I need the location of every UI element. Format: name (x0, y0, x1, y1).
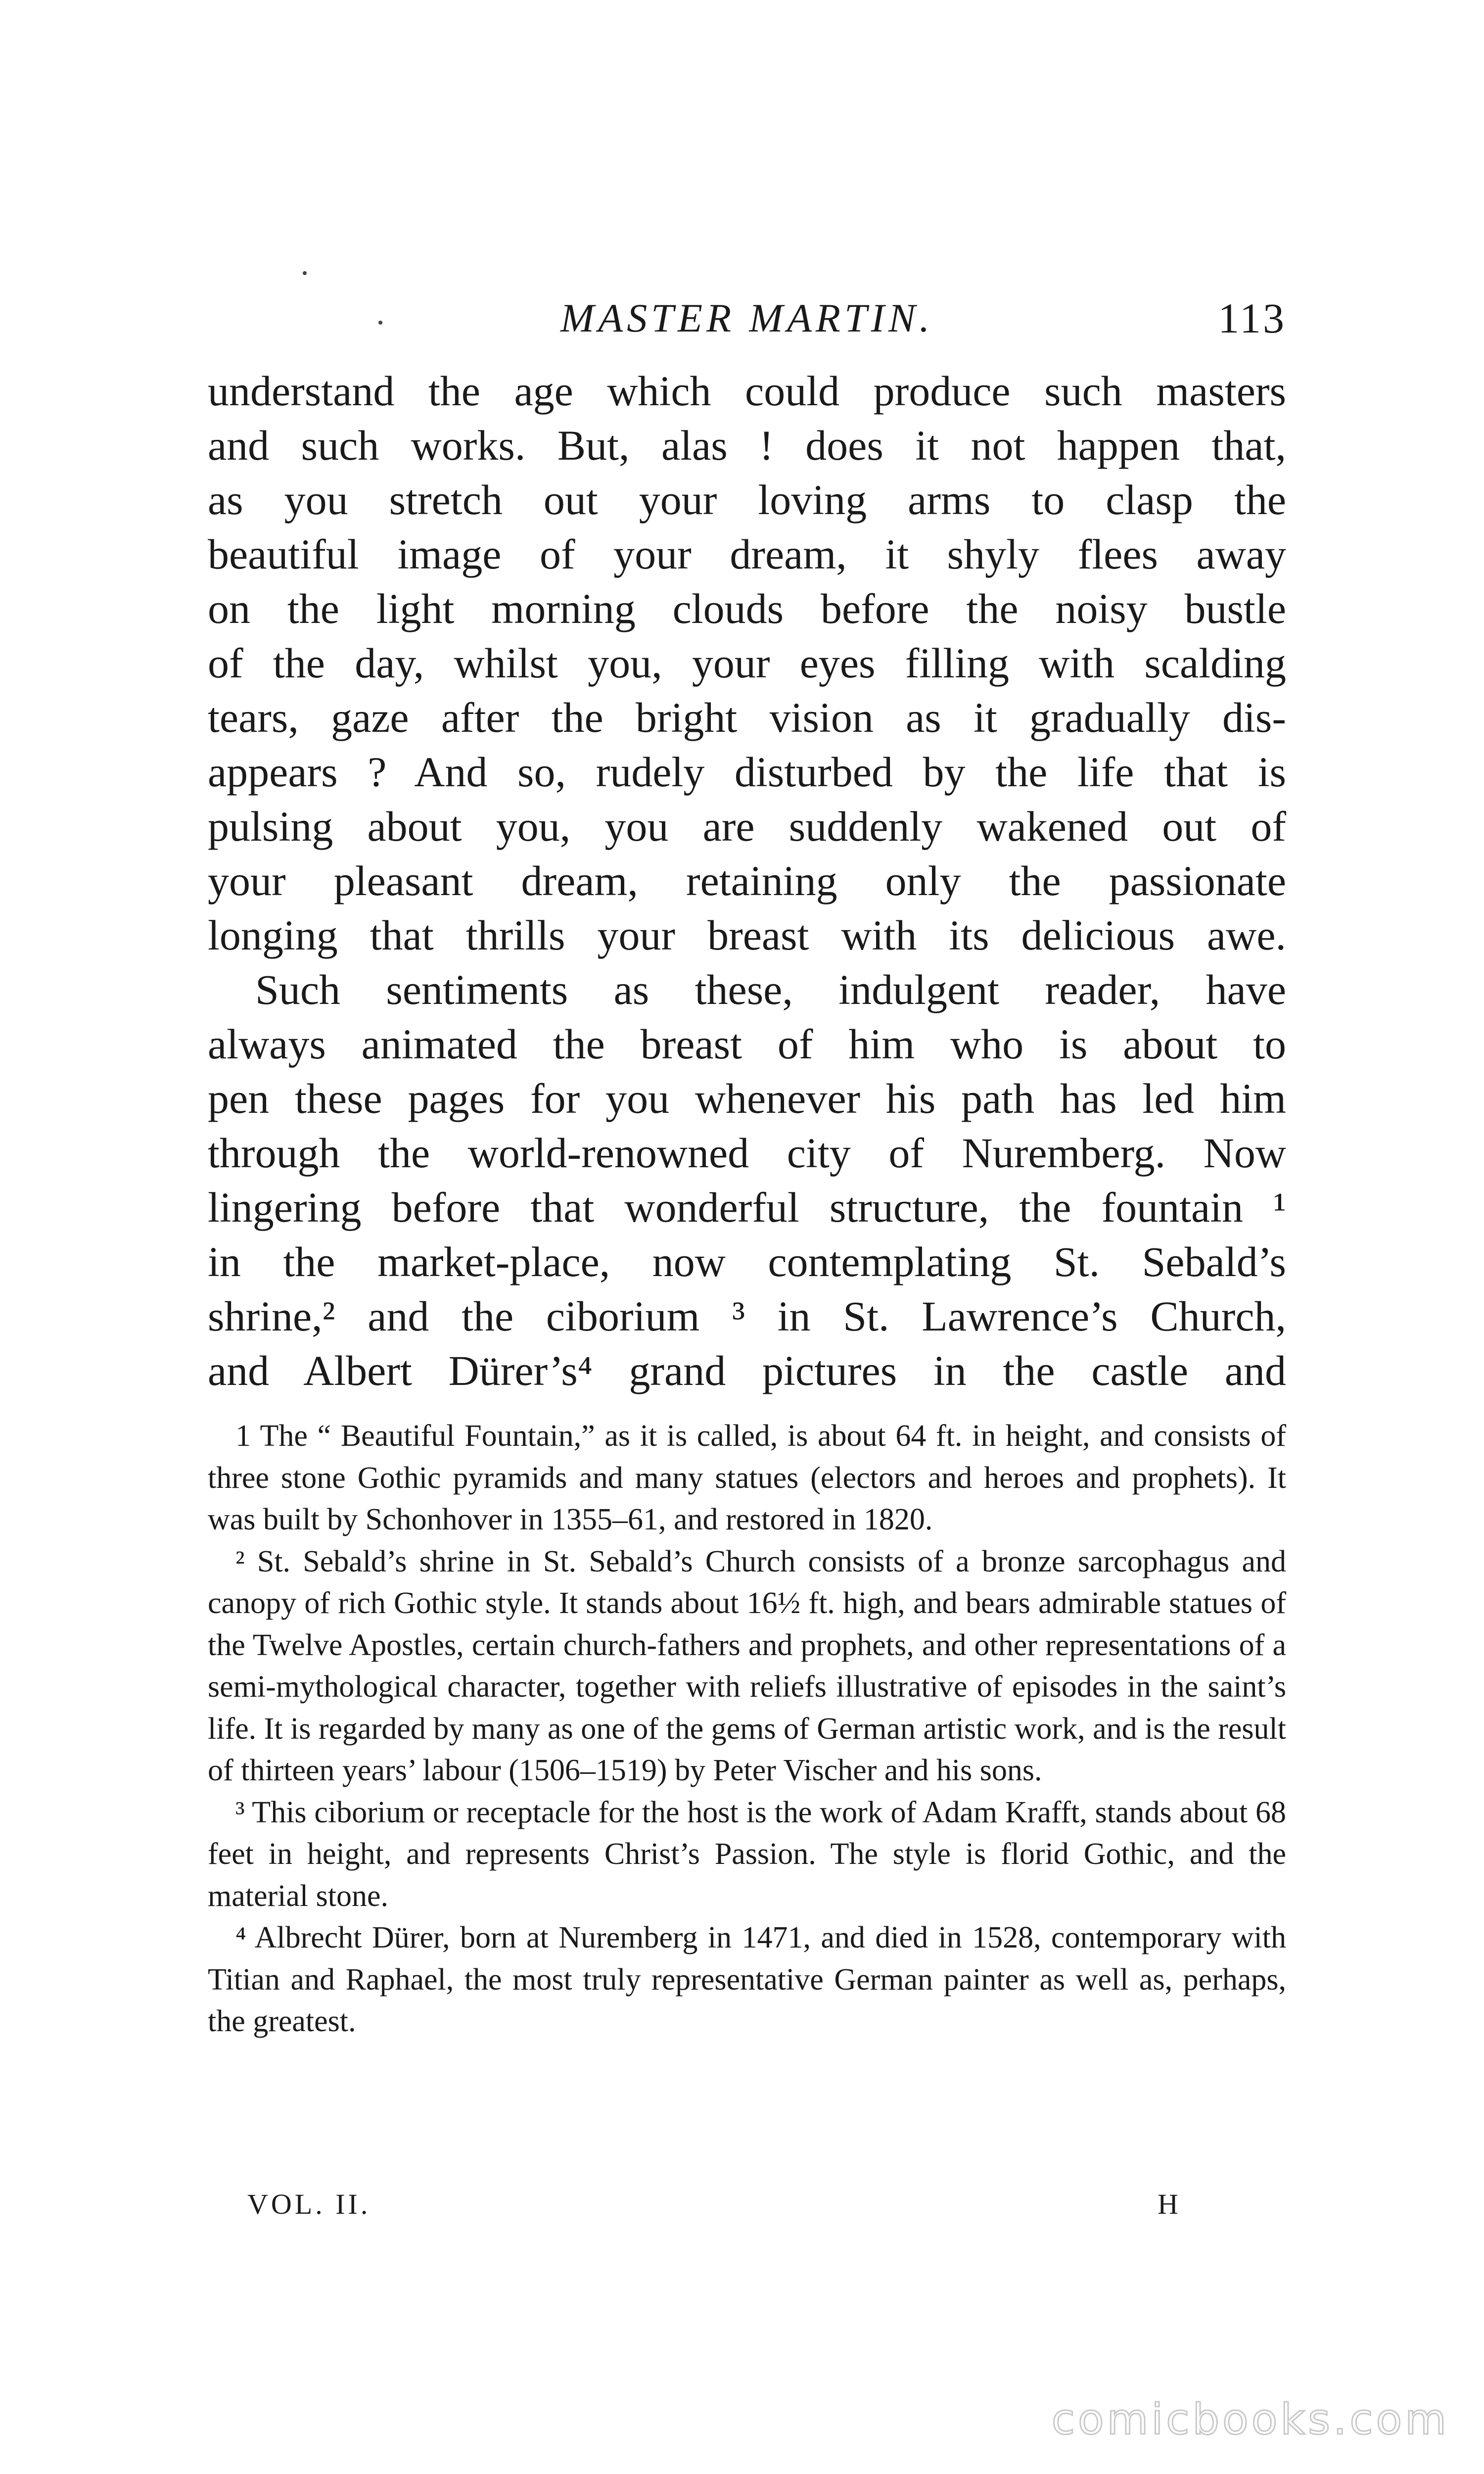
gathering-mark: H (1158, 2188, 1178, 2220)
body-line: lingering before that wonderful structure, the fountain ¹ (208, 1184, 1286, 1231)
body-line: understand the age which could produce such masters (208, 367, 1286, 415)
body-line: through the world-renowned city of Nuremberg. Now (208, 1129, 1286, 1177)
watermark: comicbooks.com (1051, 2395, 1449, 2444)
footnote-2: ² St. Sebald’s shrine in St. Sebald’s Church consists of a bronze sarcophagus and canopy of rich Gothic style. It stands about 16½ ft. high, and bears admirable statues of the Twelve Apostles, certain church-fathers and prophets, and other representations of a semi-mythological character, together with reliefs illustrative of episodes in the saint’s life. It is regarded by many as one of the gems of German artistic work, and is the result of thirteen years’ labour (1506–1519) by Peter Vischer and his sons. (208, 1544, 1286, 1787)
footnote-4: ⁴ Albrecht Dürer, born at Nuremberg in 1471, and died in 1528, contemporary with Titian and Raphael, the most truly representative German painter as well as, perhaps, the greatest. (208, 1921, 1286, 2038)
body-line: always animated the breast of him who is about to (208, 1020, 1286, 1068)
body-line: Such sentiments as these, indulgent reader, have (255, 966, 1286, 1013)
footnote-3: ³ This ciborium or receptacle for the host is the work of Adam Krafft, stands about 68 feet in height, and represents Christ’s Passion. The style is florid Gothic, and the material stone. (208, 1795, 1286, 1913)
body-line: in the market-place, now contemplating St. Sebald’s (208, 1238, 1286, 1285)
body-line: tears, gaze after the bright vision as it gradually dis- (208, 694, 1286, 741)
body-line: shrine,² and the ciborium ³ in St. Lawrence’s Church, (208, 1292, 1286, 1340)
body-line: your pleasant dream, retaining only the passionate (208, 857, 1286, 904)
body-line: and Albert Dürer’s⁴ grand pictures in the castle and (208, 1347, 1286, 1394)
signature-line (247, 2185, 1286, 2224)
body-line: of the day, whilst you, your eyes filling with scalding (208, 639, 1286, 687)
stray-print-mark (303, 271, 307, 275)
body-line: appears ? And so, rudely disturbed by the life that is (208, 748, 1286, 796)
footnotes (208, 1415, 1286, 2043)
volume-signature: VOL. II. (247, 2188, 371, 2220)
running-title: MASTER MARTIN. (560, 295, 934, 340)
body-line: beautiful image of your dream, it shyly flees away (208, 530, 1286, 578)
body-text (208, 364, 1286, 1398)
body-line: as you stretch out your loving arms to clasp the (208, 476, 1286, 523)
body-line: on the light morning clouds before the noisy bustle (208, 585, 1286, 632)
body-line: pen these pages for you whenever his path has led him (208, 1075, 1286, 1122)
footnote-1: 1 The “ Beautiful Fountain,” as it is called, is about 64 ft. in height, and consists of three stone Gothic pyramids and many statues (electors and heroes and prophets). It was built by Schonhover in 1355–61, and restored in 1820. (208, 1419, 1286, 1536)
body-line: longing that thrills your breast with its delicious awe. (208, 911, 1286, 959)
body-line: pulsing about you, you are suddenly wakened out of (208, 803, 1286, 850)
body-line: and such works. But, alas ! does it not happen that, (208, 422, 1286, 469)
page-number: 113 (1218, 294, 1286, 342)
running-head (208, 291, 1286, 345)
